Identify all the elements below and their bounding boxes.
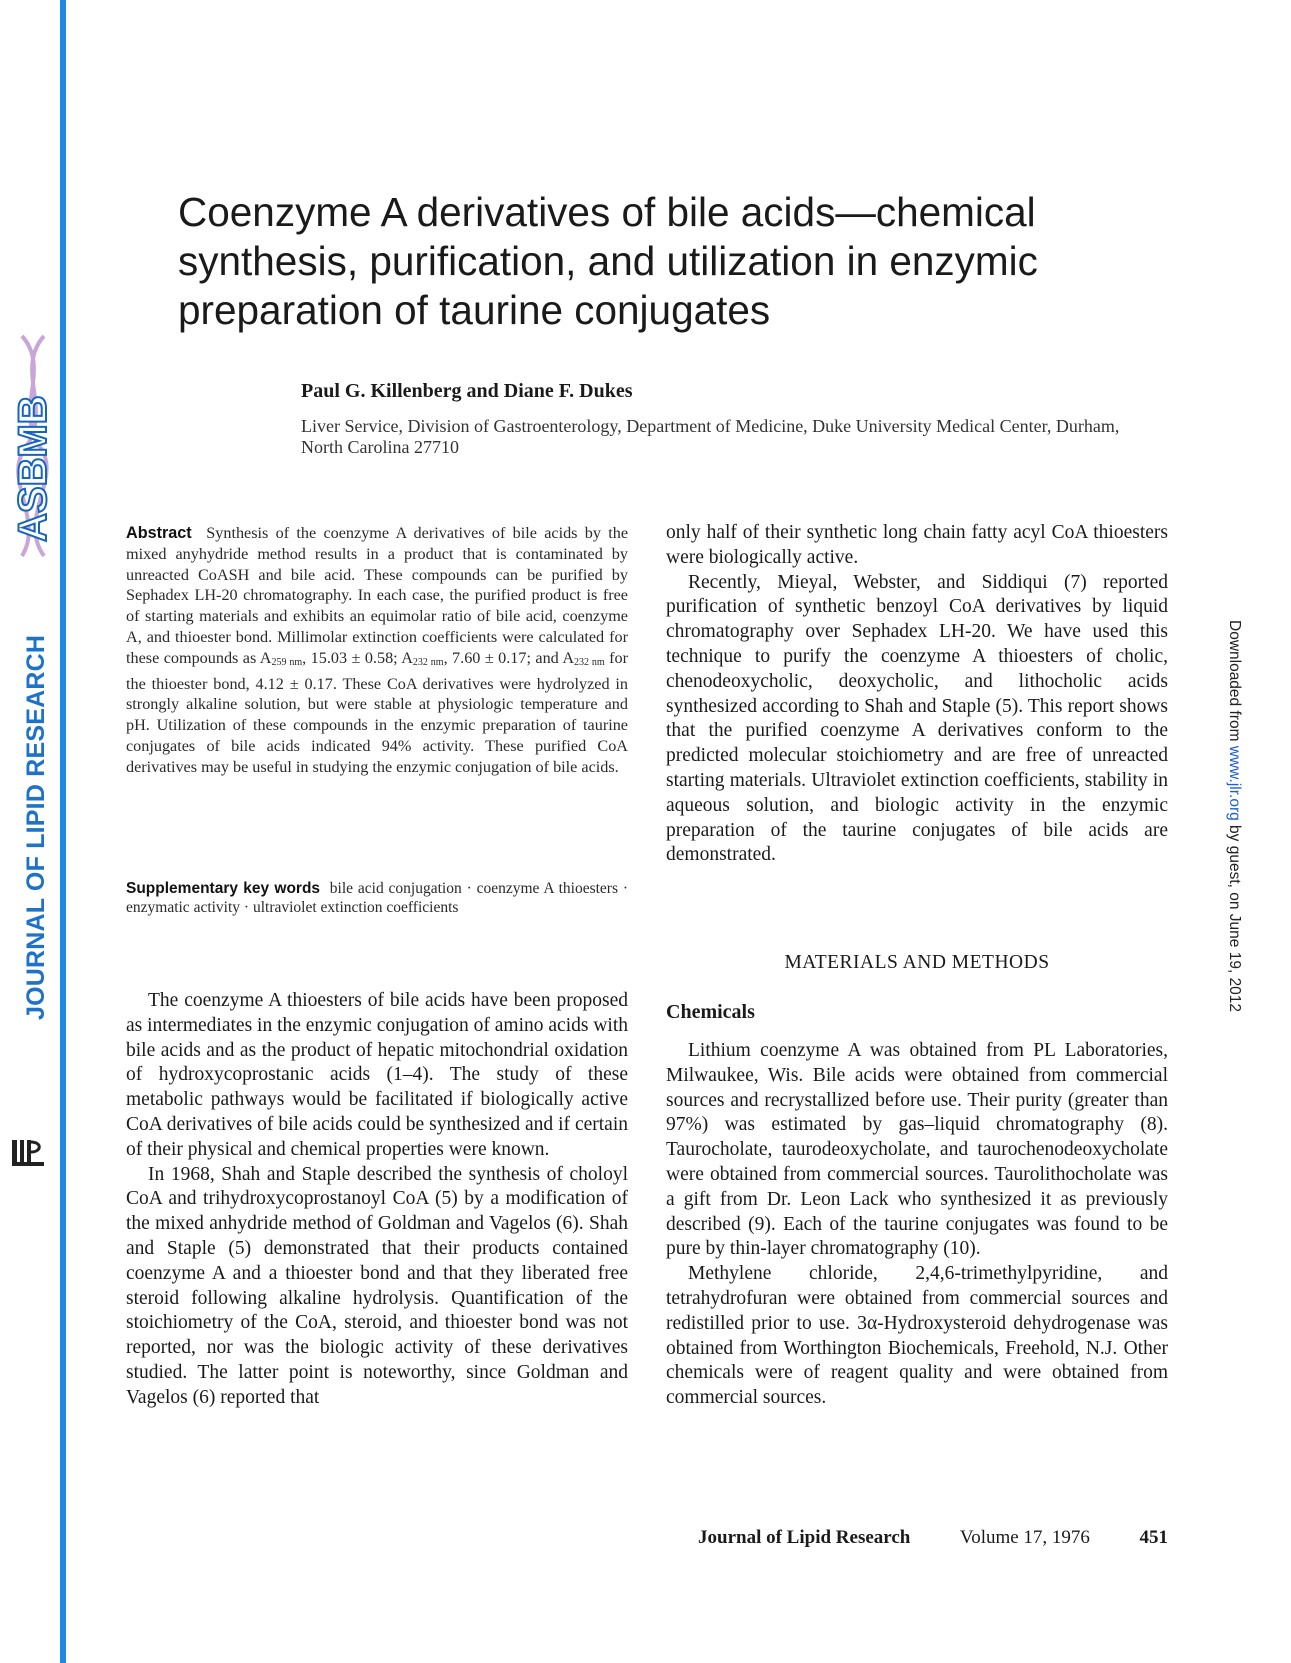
paragraph: Methylene chloride, 2,4,6-trimethylpyridine, and tetrahydrofuran were obtained from commercial sources and redistilled prior to use. 3α-Hydroxysteroid dehydrogenase was obtained from Worthington Biochemicals, Freehold, N.J. Other chemicals were of reagent quality and were obtained from commercial sources. [666, 1263, 1168, 1409]
abstract-sub-1: 259 nm [271, 656, 303, 668]
footer-volume: Volume 17, 1976 [959, 1527, 1090, 1548]
keywords [126, 880, 628, 917]
abstract-label: Abstract [126, 524, 192, 542]
title-line-2: synthesis, purification, and utilization in enzymic [178, 238, 1038, 284]
paragraph: Lithium coenzyme A was obtained from PL Laboratories, Milwaukee, Wis. Bile acids were obtained from commercial sources and recrystallized before use. Their purity (greater than 97%) was estimated by gas–liquid chromatography (8). Taurocholate, taurodeoxycholate, and taurochenodeoxycholate were obtained from commercial sources. Taurolithocholate was a gift from Dr. Leon Lack who synthesized it as previously described (9). Each of the taurine conjugates was found to be pure by thin-layer chromatography (10). [666, 1040, 1168, 1260]
section-heading: MATERIALS AND METHODS [784, 952, 1050, 973]
paragraph: only half of their synthetic long chain fatty acyl CoA thioesters were biologically active. [666, 522, 1168, 568]
abstract-text-a: Synthesis of the coenzyme A derivatives of bile acids by the mixed anyhydride method results in a product that is contaminated by unreacted CoASH and bile acid. These compounds can be purified by Sephadex LH-20 chromatography. In each case, the purified product is free of starting materials and exhibits an equimolar ratio of bile acid, coenzyme A, and thioester bond. Millimolar extinction coefficients were calculated for these compounds as A [126, 524, 629, 667]
title-line-3: preparation of taurine conjugates [178, 287, 771, 333]
affiliation: Liver Service, Division of Gastroenterology, Department of Medicine, Duke University Medical Center, Durham, North Carolina 27710 [301, 416, 1120, 457]
left-accent-rule [60, 0, 66, 1663]
page-number: 451 [1139, 1527, 1168, 1548]
subsection-heading: Chemicals [666, 1001, 755, 1023]
title-line-1: Coenzyme A derivatives of bile acids—chemical [178, 189, 1036, 235]
footer-journal: Journal of Lipid Research [698, 1527, 911, 1548]
paragraph: In 1968, Shah and Staple described the synthesis of choloyl CoA and trihydroxycoprostanoyl CoA (5) by a modification of the mixed anhydride method of Goldman and Vagelos (6). Shah and Staple (5) demonstrated that their products contained coenzyme A and a thioester bond and that they liberated free steroid following alkaline hydrolysis. Quantification of the stoichiometry of the CoA, steroid, and thioester bond was not reported, nor was the biologic activity of these derivatives studied. The latter point is noteworthy, since Goldman and Vagelos (6) reported that [126, 1163, 628, 1408]
side-branding [0, 0, 60, 1663]
abstract-text-d: for the thioester bond, 4.12 ± 0.17. These CoA derivatives were hydrolyzed in strongly alkaline solution, but were stable at physiologic temperature and pH. Utilization of these compounds in the enzymic preparation of taurine conjugates of bile acids indicated 94% activity. These purified CoA derivatives may be useful in studying the enzymic conjugation of bile acids. [126, 648, 628, 776]
keywords-label: Supplementary key words [126, 880, 321, 897]
authors: Paul G. Killenberg and Diane F. Dukes [301, 380, 633, 402]
download-notice [1225, 620, 1243, 1012]
download-link[interactable]: www.jlr.org [1226, 745, 1243, 821]
abstract-text-b: , 15.03 ± 0.58; A [302, 648, 413, 667]
abstract [126, 523, 628, 778]
paragraph: Recently, Mieyal, Webster, and Siddiqui (7) reported purification of synthetic benzoyl CoA derivatives by liquid chromatography over Sephadex LH-20. We have used this technique to purify the coenzyme A thioesters of cholic, chenodeoxycholic, deoxycholic, and lithocholic acids synthesized according to Shah and Staple (5). This report shows that the purified coenzyme A derivatives conform to the predicted molecular stoichiometry and are free of unreacted starting materials. Ultraviolet extinction coefficients, stability in aqueous solution, and biologic activity in the enzymic preparation of the taurine conjugates of bile acids are demonstrated. [666, 571, 1168, 866]
body-right-column-top [666, 521, 1168, 868]
abstract-sub-3: 232 nm [574, 656, 605, 668]
asbmb-logo-text: ASBMB [11, 395, 55, 542]
abstract-sub-2: 232 nm [412, 656, 444, 668]
asbmb-logo [4, 330, 56, 560]
article-title [178, 188, 1188, 335]
keywords-text: bile acid conjugation · coenzyme A thioesters · enzymatic activity · ultraviolet extinction coefficients [126, 880, 629, 916]
paragraph: The coenzyme A thioesters of bile acids have been proposed as intermediates in the enzymic conjugation of amino acids with bile acids and as the product of hepatic mitochondrial oxidation of hydroxycoprostanic acids (1–4). The study of these metabolic pathways would be facilitated if biologically active CoA derivatives of bile acids could be synthesized and if certain of their physical and chemical properties were known. [126, 990, 628, 1160]
abstract-text-c: , 7.60 ± 0.17; and A [443, 648, 575, 667]
journal-name-vertical: JOURNAL OF LIPID RESEARCH [22, 634, 50, 1020]
download-prefix: Downloaded from [1226, 620, 1243, 746]
page-footer [698, 1527, 1168, 1549]
body-right-column-bottom [666, 1039, 1168, 1411]
download-suffix: by guest, on June 19, 2012 [1226, 820, 1243, 1013]
jlr-logo-icon [10, 1138, 46, 1168]
body-left-column [126, 989, 628, 1411]
